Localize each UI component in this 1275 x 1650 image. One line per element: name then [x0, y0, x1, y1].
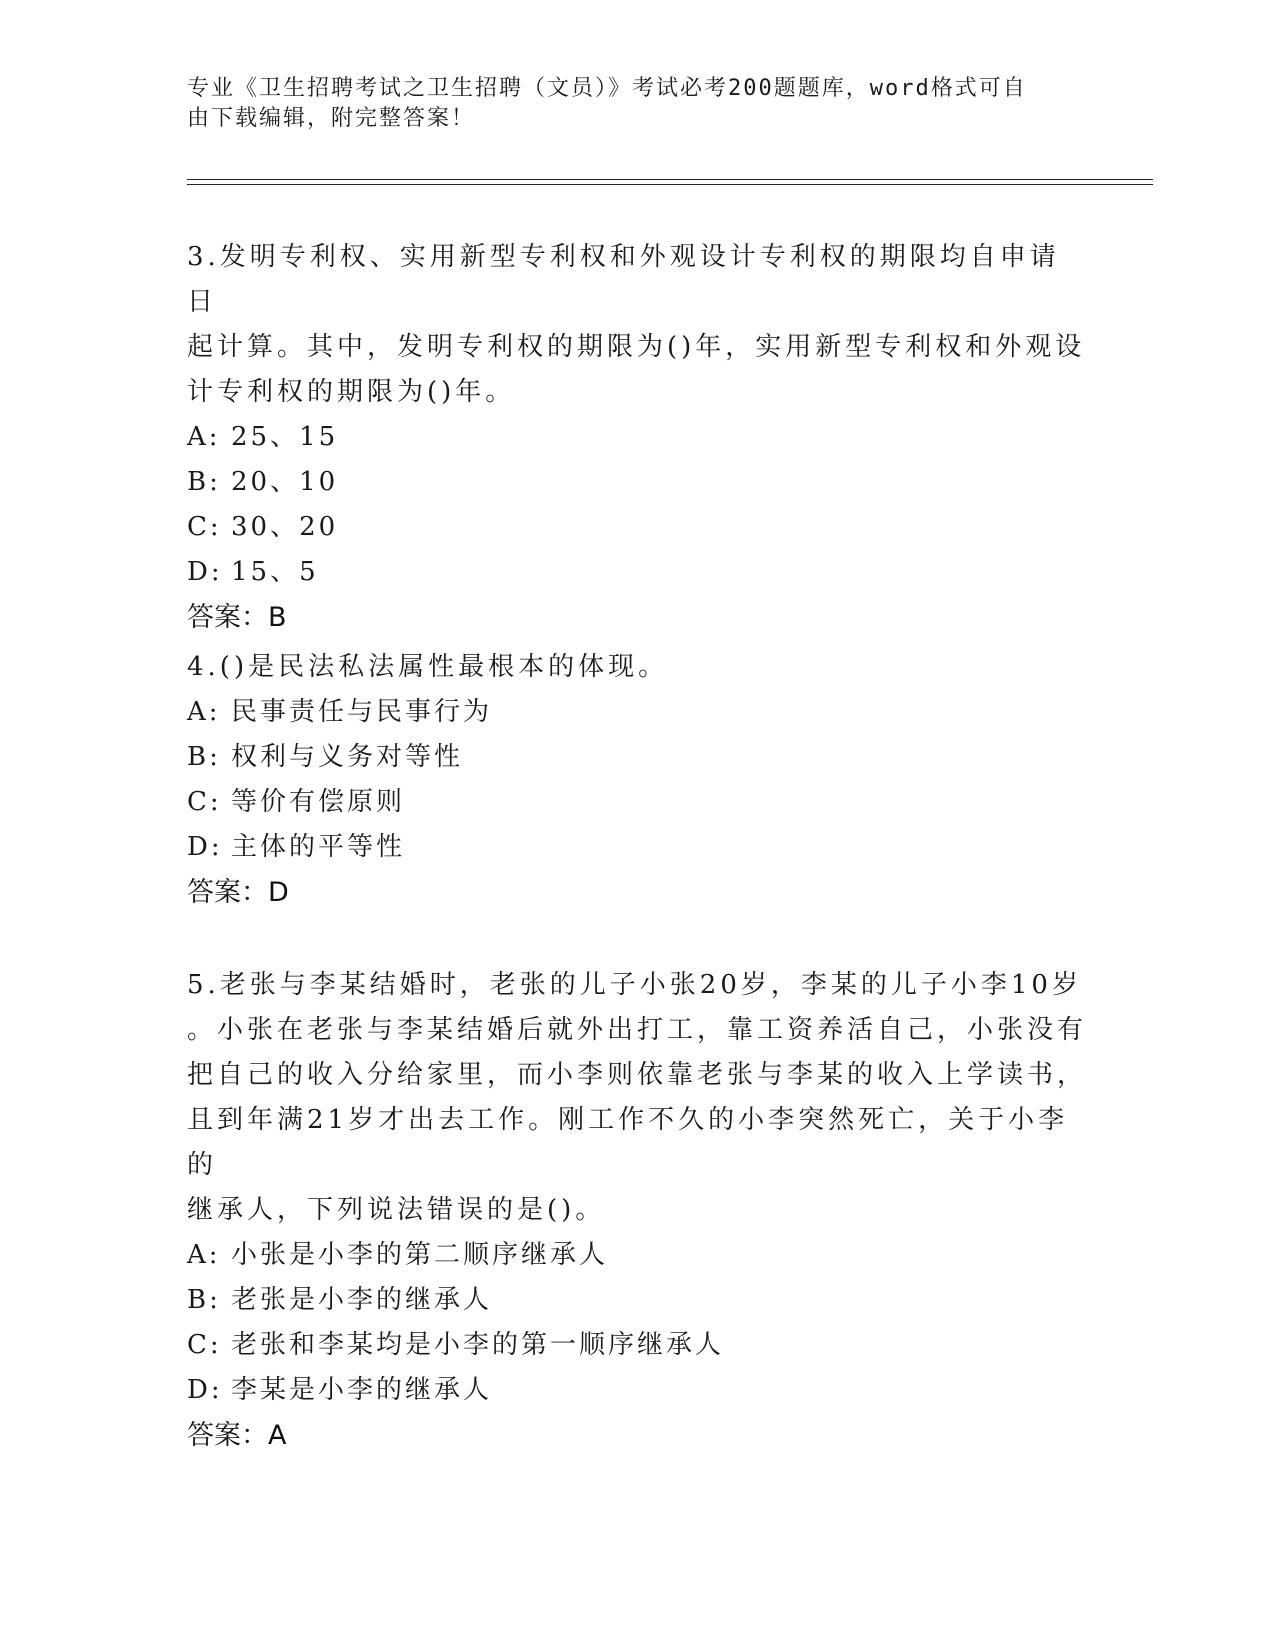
option-text: 小张是小李的第二顺序继承人	[231, 1240, 609, 1270]
option-text: 主体的平等性	[231, 832, 406, 862]
question-5-text-line-3: 把自己的收入分给家里，而小李则依靠老张与李某的收入上学读书，	[187, 1060, 1088, 1090]
question-5-text-line-5: 继承人，下列说法错误的是()。	[187, 1195, 606, 1225]
option-text: 民事责任与民事行为	[231, 697, 493, 727]
question-3	[187, 235, 1087, 640]
question-3-option-a	[187, 415, 1087, 460]
option-text: 等价有偿原则	[231, 787, 406, 817]
question-5	[187, 963, 1087, 1458]
question-3-option-b	[187, 460, 1087, 505]
question-5-option-b	[187, 1278, 1087, 1323]
option-text: 李某是小李的继承人	[231, 1375, 493, 1405]
question-5-option-d	[187, 1368, 1087, 1413]
document-header	[187, 74, 1077, 134]
header-line-1: 专业《卫生招聘考试之卫生招聘（文员）》考试必考200题题库，word格式可自	[187, 76, 1027, 101]
option-key: C:	[187, 1330, 222, 1360]
option-key: A:	[187, 422, 221, 452]
option-text: 20、10	[231, 467, 339, 497]
option-key: B:	[187, 742, 221, 772]
question-4-option-a	[187, 690, 1087, 735]
option-text: 权利与义务对等性	[231, 742, 464, 772]
option-text: 老张是小李的继承人	[231, 1285, 493, 1315]
header-divider-top	[187, 179, 1153, 180]
question-4-option-c	[187, 780, 1087, 825]
question-3-option-c	[187, 505, 1087, 550]
question-4-answer: 答案：D	[187, 877, 289, 908]
question-3-text-line-1: 3.发明专利权、实用新型专利权和外观设计专利权的期限均自申请日	[187, 242, 1060, 317]
question-3-answer: 答案：B	[187, 602, 287, 633]
question-3-text-line-3: 计专利权的期限为()年。	[187, 377, 516, 407]
question-4-option-b	[187, 735, 1087, 780]
option-key: B:	[187, 1285, 221, 1315]
option-key: B:	[187, 467, 221, 497]
question-4-option-d	[187, 825, 1087, 870]
option-text: 25、15	[231, 422, 339, 452]
option-text: 老张和李某均是小李的第一顺序继承人	[231, 1330, 725, 1360]
option-key: A:	[187, 697, 221, 727]
question-5-text-line-4: 且到年满21岁才出去工作。刚工作不久的小李突然死亡，关于小李的	[187, 1105, 1069, 1180]
question-5-text-line-1: 5.老张与李某结婚时，老张的儿子小张20岁，李某的儿子小李10岁	[187, 970, 1082, 1000]
option-key: D:	[187, 1375, 223, 1405]
option-key: D:	[187, 557, 223, 587]
question-5-option-a	[187, 1233, 1087, 1278]
header-line-2: 由下载编辑，附完整答案！	[187, 106, 476, 131]
question-3-option-d	[187, 550, 1087, 595]
option-key: C:	[187, 787, 222, 817]
question-5-text-line-2: 。小张在老张与李某结婚后就外出打工，靠工资养活自己，小张没有	[187, 1015, 1088, 1045]
option-text: 30、20	[231, 512, 339, 542]
option-key: C:	[187, 512, 222, 542]
option-text: 15、5	[231, 557, 319, 587]
question-5-answer: 答案：A	[187, 1420, 287, 1451]
question-5-option-c	[187, 1323, 1087, 1368]
option-key: A:	[187, 1240, 221, 1270]
option-key: D:	[187, 832, 223, 862]
header-divider-bottom	[187, 184, 1153, 185]
question-4	[187, 645, 1087, 915]
question-3-text-line-2: 起计算。其中，发明专利权的期限为()年，实用新型专利权和外观设	[187, 332, 1086, 362]
question-4-text-line-1: 4.()是民法私法属性最根本的体现。	[187, 652, 669, 682]
